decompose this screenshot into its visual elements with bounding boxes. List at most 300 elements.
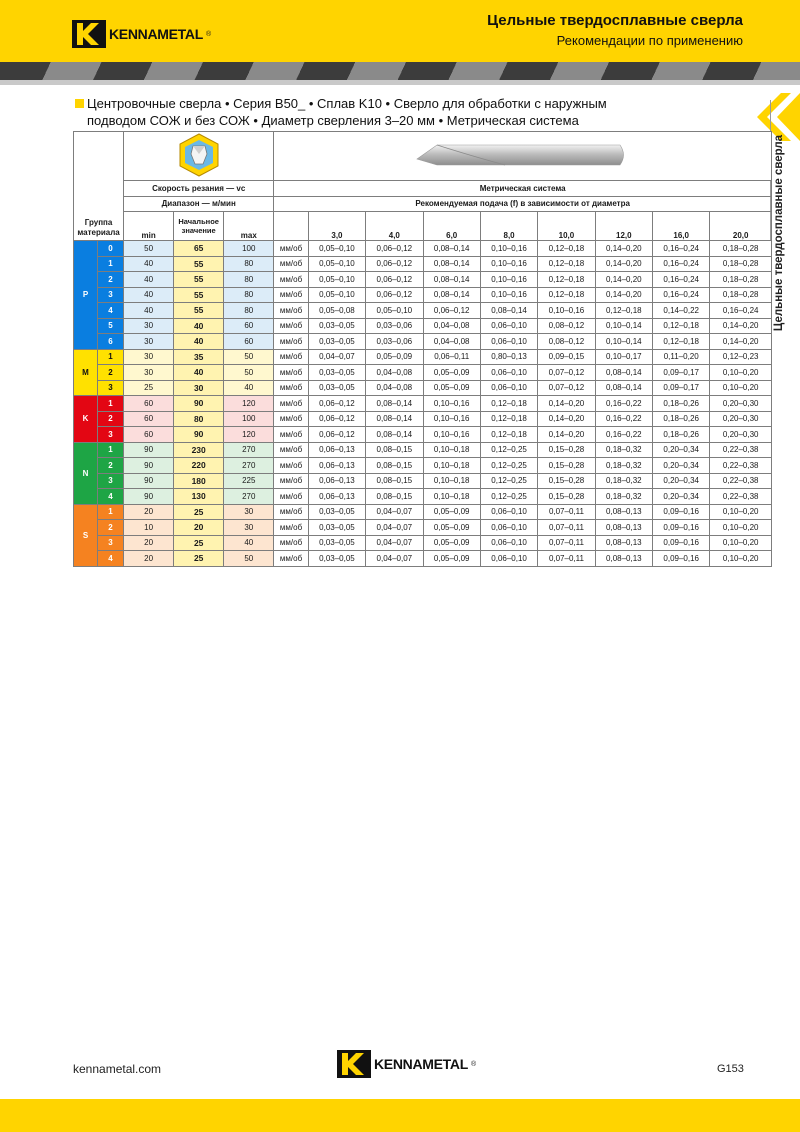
feed-cell: 0,12–0,18 (595, 303, 652, 319)
max-speed-cell: 50 (224, 551, 274, 567)
feed-cell: 0,14–0,20 (595, 256, 652, 272)
feed-cell: 0,03–0,05 (308, 535, 365, 551)
table-row (74, 334, 772, 350)
feed-cell: 0,06–0,13 (308, 473, 365, 489)
feed-cell: 0,12–0,25 (480, 473, 537, 489)
start-speed-cell: 90 (174, 396, 224, 412)
footer-url[interactable]: kennametal.com (73, 1062, 162, 1076)
unit-cell: мм/об (274, 551, 308, 567)
table-row (74, 272, 772, 288)
feed-cell: 0,10–0,18 (423, 489, 480, 505)
feed-cell: 0,06–0,12 (308, 411, 365, 427)
feed-cell: 0,05–0,09 (423, 504, 480, 520)
diameter-header: 10,0 (538, 212, 595, 241)
sub-group-cell: 1 (97, 504, 123, 520)
feed-cell: 0,10–0,18 (423, 473, 480, 489)
feed-cell: 0,03–0,05 (308, 365, 365, 381)
drill-image-cell (274, 132, 772, 181)
feed-cell: 0,05–0,09 (423, 365, 480, 381)
feed-cell: 0,06–0,10 (480, 535, 537, 551)
feed-cell: 0,10–0,18 (423, 458, 480, 474)
sub-group-cell: 1 (97, 256, 123, 272)
feed-cell: 0,15–0,28 (538, 489, 595, 505)
diameter-header: 12,0 (595, 212, 652, 241)
feed-cell: 0,08–0,14 (366, 396, 423, 412)
feed-cell: 0,16–0,22 (595, 396, 652, 412)
feed-cell: 0,12–0,18 (653, 334, 710, 350)
feed-cell: 0,07–0,12 (538, 365, 595, 381)
feed-cell: 0,09–0,16 (653, 535, 710, 551)
side-tab-label: Цельные твердосплавные сверла (773, 134, 785, 332)
feed-cell: 0,18–0,28 (710, 241, 772, 257)
unit-cell: мм/об (274, 396, 308, 412)
sub-group-cell: 3 (97, 427, 123, 443)
feed-cell: 0,09–0,17 (653, 365, 710, 381)
feed-cell: 0,07–0,11 (538, 535, 595, 551)
center-drill-icon (415, 135, 630, 175)
header-stripe (0, 62, 800, 80)
unit-cell: мм/об (274, 520, 308, 536)
page-number: G153 (717, 1063, 744, 1075)
feed-cell: 0,08–0,13 (595, 504, 652, 520)
feed-cell: 0,16–0,24 (653, 241, 710, 257)
max-speed-cell: 80 (224, 287, 274, 303)
header-divider (0, 80, 800, 85)
feed-cell: 0,08–0,14 (366, 411, 423, 427)
feed-cell: 0,04–0,07 (366, 504, 423, 520)
feed-cell: 0,08–0,15 (366, 473, 423, 489)
feed-cell: 0,18–0,32 (595, 473, 652, 489)
feed-header: Рекомендуемая подача (f) в зависимости от диаметра (274, 196, 772, 212)
table-row (74, 551, 772, 567)
feed-cell: 0,08–0,15 (366, 458, 423, 474)
feed-cell: 0,80–0,13 (480, 349, 537, 365)
speed-header: Скорость резания — vc (124, 181, 274, 197)
metric-header: Метрическая система (274, 181, 772, 197)
feed-cell: 0,14–0,20 (710, 318, 772, 334)
unit-cell: мм/об (274, 334, 308, 350)
feed-cell: 0,05–0,10 (308, 272, 365, 288)
sub-group-cell: 4 (97, 489, 123, 505)
feed-cell: 0,06–0,12 (308, 396, 365, 412)
feed-cell: 0,14–0,20 (595, 287, 652, 303)
min-speed-cell: 10 (124, 520, 174, 536)
min-speed-cell: 20 (124, 535, 174, 551)
table-row (74, 427, 772, 443)
material-group-s: S (74, 504, 98, 566)
feed-cell: 0,10–0,16 (423, 396, 480, 412)
sub-group-cell: 3 (97, 287, 123, 303)
group-label: Группа материала (74, 132, 124, 241)
max-speed-cell: 30 (224, 520, 274, 536)
start-speed-cell: 35 (174, 349, 224, 365)
feed-cell: 0,06–0,13 (308, 458, 365, 474)
min-speed-cell: 90 (124, 473, 174, 489)
feed-cell: 0,12–0,18 (653, 318, 710, 334)
min-speed-cell: 40 (124, 256, 174, 272)
feed-cell: 0,12–0,18 (480, 427, 537, 443)
kennametal-k-icon (337, 1050, 371, 1078)
min-speed-cell: 90 (124, 458, 174, 474)
feed-cell: 0,10–0,18 (423, 442, 480, 458)
diameter-header: 8,0 (480, 212, 537, 241)
kennametal-k-icon (72, 20, 106, 48)
feed-cell: 0,22–0,38 (710, 458, 772, 474)
grade-icon-cell (124, 132, 274, 181)
max-speed-cell: 100 (224, 241, 274, 257)
feed-cell: 0,22–0,38 (710, 473, 772, 489)
table-row (74, 411, 772, 427)
feed-cell: 0,16–0,24 (653, 287, 710, 303)
start-speed-cell: 25 (174, 535, 224, 551)
feed-cell: 0,14–0,22 (653, 303, 710, 319)
section-title (75, 95, 755, 129)
feed-cell: 0,20–0,34 (653, 458, 710, 474)
min-speed-cell: 50 (124, 241, 174, 257)
min-speed-cell: 60 (124, 411, 174, 427)
unit-cell: мм/об (274, 287, 308, 303)
feed-cell: 0,05–0,10 (308, 256, 365, 272)
feed-cell: 0,20–0,34 (653, 473, 710, 489)
min-speed-cell: 25 (124, 380, 174, 396)
feed-cell: 0,08–0,14 (595, 380, 652, 396)
feed-cell: 0,08–0,13 (595, 551, 652, 567)
start-speed-cell: 180 (174, 473, 224, 489)
sub-group-cell: 1 (97, 349, 123, 365)
feed-cell: 0,06–0,10 (480, 520, 537, 536)
feed-cell: 0,08–0,15 (366, 442, 423, 458)
table-row (74, 349, 772, 365)
feed-cell: 0,06–0,12 (366, 241, 423, 257)
feed-cell: 0,06–0,10 (480, 334, 537, 350)
sub-group-cell: 3 (97, 535, 123, 551)
table-row (74, 535, 772, 551)
table-row (74, 365, 772, 381)
feed-cell: 0,08–0,14 (480, 303, 537, 319)
start-speed-cell: 30 (174, 380, 224, 396)
header-subtitle: Рекомендации по применению (556, 33, 743, 48)
feed-cell: 0,06–0,13 (308, 442, 365, 458)
max-speed-cell: 80 (224, 303, 274, 319)
feed-cell: 0,10–0,16 (480, 272, 537, 288)
start-speed-cell: 55 (174, 272, 224, 288)
feed-cell: 0,06–0,12 (366, 287, 423, 303)
feed-cell: 0,03–0,05 (308, 504, 365, 520)
feed-cell: 0,09–0,16 (653, 551, 710, 567)
footer-logo: KENNAMETAL ® (337, 1050, 476, 1078)
feed-cell: 0,14–0,20 (538, 427, 595, 443)
feed-cell: 0,16–0,24 (653, 272, 710, 288)
feed-cell: 0,12–0,25 (480, 489, 537, 505)
max-speed-cell: 80 (224, 256, 274, 272)
feed-cell: 0,05–0,10 (308, 287, 365, 303)
feed-cell: 0,10–0,14 (595, 334, 652, 350)
start-speed-cell: 65 (174, 241, 224, 257)
feed-cell: 0,16–0,24 (653, 256, 710, 272)
feed-cell: 0,20–0,30 (710, 427, 772, 443)
feed-cell: 0,16–0,24 (710, 303, 772, 319)
max-speed-cell: 60 (224, 318, 274, 334)
material-group-n: N (74, 442, 98, 504)
feed-cell: 0,09–0,16 (653, 504, 710, 520)
min-header: min (124, 212, 174, 241)
feed-cell: 0,08–0,12 (538, 334, 595, 350)
feed-cell: 0,09–0,17 (653, 380, 710, 396)
material-group-m: M (74, 349, 98, 396)
min-speed-cell: 20 (124, 551, 174, 567)
cutting-data-table (73, 131, 772, 567)
unit-cell: мм/об (274, 380, 308, 396)
max-speed-cell: 120 (224, 396, 274, 412)
feed-cell: 0,18–0,28 (710, 287, 772, 303)
feed-cell: 0,04–0,08 (366, 365, 423, 381)
feed-cell: 0,06–0,10 (480, 504, 537, 520)
feed-cell: 0,10–0,20 (710, 504, 772, 520)
feed-cell: 0,14–0,20 (595, 241, 652, 257)
table-row (74, 520, 772, 536)
bullet-icon (75, 99, 84, 108)
feed-cell: 0,07–0,12 (538, 380, 595, 396)
feed-cell: 0,12–0,18 (538, 287, 595, 303)
feed-cell: 0,05–0,09 (423, 380, 480, 396)
diameter-header: 6,0 (423, 212, 480, 241)
footer-bar (0, 1099, 800, 1132)
feed-cell: 0,18–0,32 (595, 489, 652, 505)
start-speed-cell: 130 (174, 489, 224, 505)
feed-cell: 0,06–0,13 (308, 489, 365, 505)
sub-group-cell: 2 (97, 272, 123, 288)
min-speed-cell: 40 (124, 272, 174, 288)
feed-cell: 0,05–0,09 (366, 349, 423, 365)
unit-cell: мм/об (274, 349, 308, 365)
kennametal-logo: KENNAMETAL ® (72, 20, 211, 48)
feed-cell: 0,03–0,05 (308, 334, 365, 350)
sub-group-cell: 4 (97, 551, 123, 567)
feed-cell: 0,10–0,20 (710, 551, 772, 567)
feed-cell: 0,15–0,28 (538, 442, 595, 458)
sub-group-cell: 1 (97, 442, 123, 458)
feed-cell: 0,08–0,15 (366, 489, 423, 505)
feed-cell: 0,14–0,20 (595, 272, 652, 288)
sub-group-cell: 1 (97, 396, 123, 412)
feed-cell: 0,08–0,14 (423, 256, 480, 272)
unit-cell: мм/об (274, 318, 308, 334)
feed-cell: 0,03–0,05 (308, 380, 365, 396)
feed-cell: 0,08–0,13 (595, 535, 652, 551)
max-speed-cell: 270 (224, 442, 274, 458)
feed-cell: 0,07–0,11 (538, 520, 595, 536)
feed-cell: 0,08–0,14 (423, 272, 480, 288)
feed-cell: 0,18–0,28 (710, 256, 772, 272)
feed-cell: 0,15–0,28 (538, 473, 595, 489)
feed-cell: 0,08–0,14 (595, 365, 652, 381)
feed-cell: 0,18–0,32 (595, 458, 652, 474)
feed-cell: 0,10–0,16 (480, 287, 537, 303)
feed-cell: 0,18–0,26 (653, 411, 710, 427)
feed-cell: 0,11–0,20 (653, 349, 710, 365)
table-row (74, 489, 772, 505)
unit-cell: мм/об (274, 427, 308, 443)
feed-cell: 0,12–0,25 (480, 458, 537, 474)
feed-cell: 0,10–0,16 (480, 256, 537, 272)
feed-cell: 0,12–0,18 (538, 272, 595, 288)
feed-cell: 0,06–0,10 (480, 380, 537, 396)
feed-cell: 0,14–0,20 (538, 396, 595, 412)
unit-cell: мм/об (274, 303, 308, 319)
feed-cell: 0,22–0,38 (710, 442, 772, 458)
start-speed-cell: 40 (174, 365, 224, 381)
feed-cell: 0,04–0,08 (366, 380, 423, 396)
feed-cell: 0,06–0,10 (480, 551, 537, 567)
start-speed-cell: 40 (174, 318, 224, 334)
unit-cell: мм/об (274, 489, 308, 505)
feed-cell: 0,20–0,34 (653, 442, 710, 458)
table-row (74, 287, 772, 303)
header-title: Цельные твердосплавные сверла (487, 12, 743, 29)
feed-cell: 0,05–0,10 (366, 303, 423, 319)
feed-cell: 0,03–0,06 (366, 318, 423, 334)
feed-cell: 0,14–0,20 (710, 334, 772, 350)
min-speed-cell: 90 (124, 489, 174, 505)
unit-cell: мм/об (274, 458, 308, 474)
page-header (0, 0, 800, 62)
brand-name: KENNAMETAL (109, 26, 203, 42)
feed-cell: 0,06–0,12 (366, 256, 423, 272)
start-speed-cell: 25 (174, 551, 224, 567)
sub-group-cell: 2 (97, 411, 123, 427)
max-speed-cell: 50 (224, 349, 274, 365)
feed-cell: 0,10–0,14 (595, 318, 652, 334)
feed-cell: 0,03–0,05 (308, 520, 365, 536)
feed-cell: 0,04–0,08 (423, 334, 480, 350)
feed-cell: 0,10–0,20 (710, 535, 772, 551)
table-row (74, 504, 772, 520)
feed-cell: 0,10–0,20 (710, 365, 772, 381)
max-speed-cell: 225 (224, 473, 274, 489)
feed-cell: 0,20–0,30 (710, 411, 772, 427)
sub-group-cell: 6 (97, 334, 123, 350)
table-row (74, 442, 772, 458)
feed-cell: 0,12–0,18 (480, 411, 537, 427)
max-speed-cell: 30 (224, 504, 274, 520)
min-speed-cell: 30 (124, 365, 174, 381)
feed-cell: 0,05–0,08 (308, 303, 365, 319)
feed-cell: 0,14–0,20 (538, 411, 595, 427)
feed-cell: 0,08–0,12 (538, 318, 595, 334)
min-speed-cell: 30 (124, 349, 174, 365)
start-speed-cell: 90 (174, 427, 224, 443)
feed-cell: 0,05–0,09 (423, 535, 480, 551)
sub-group-cell: 4 (97, 303, 123, 319)
unit-cell: мм/об (274, 411, 308, 427)
feed-cell: 0,20–0,30 (710, 396, 772, 412)
table-row (74, 256, 772, 272)
sub-group-cell: 5 (97, 318, 123, 334)
min-speed-cell: 60 (124, 396, 174, 412)
feed-cell: 0,10–0,16 (423, 427, 480, 443)
max-speed-cell: 80 (224, 272, 274, 288)
unit-cell: мм/об (274, 504, 308, 520)
feed-cell: 0,12–0,25 (480, 442, 537, 458)
feed-cell: 0,03–0,05 (308, 551, 365, 567)
feed-cell: 0,05–0,10 (308, 241, 365, 257)
start-speed-cell: 40 (174, 334, 224, 350)
min-speed-cell: 20 (124, 504, 174, 520)
feed-cell: 0,15–0,28 (538, 458, 595, 474)
feed-cell: 0,06–0,11 (423, 349, 480, 365)
section-title-line1: Центровочные сверла • Серия B50_ • Сплав K10 • Сверло для обработки с наружным (87, 96, 607, 111)
min-speed-cell: 40 (124, 303, 174, 319)
min-speed-cell: 90 (124, 442, 174, 458)
start-speed-cell: 220 (174, 458, 224, 474)
table-row (74, 303, 772, 319)
max-speed-cell: 40 (224, 380, 274, 396)
min-speed-cell: 60 (124, 427, 174, 443)
feed-cell: 0,12–0,23 (710, 349, 772, 365)
start-speed-cell: 55 (174, 303, 224, 319)
feed-cell: 0,07–0,11 (538, 551, 595, 567)
feed-cell: 0,12–0,18 (538, 241, 595, 257)
start-header: Начальное значение (174, 212, 224, 241)
min-speed-cell: 40 (124, 287, 174, 303)
min-speed-cell: 30 (124, 334, 174, 350)
sub-group-cell: 0 (97, 241, 123, 257)
range-header: Диапазон — м/мин (124, 196, 274, 212)
unit-cell: мм/об (274, 256, 308, 272)
diameter-header: 16,0 (653, 212, 710, 241)
feed-cell: 0,08–0,14 (366, 427, 423, 443)
feed-cell: 0,04–0,07 (308, 349, 365, 365)
sub-group-cell: 2 (97, 458, 123, 474)
feed-cell: 0,06–0,10 (480, 318, 537, 334)
max-speed-cell: 50 (224, 365, 274, 381)
unit-cell: мм/об (274, 473, 308, 489)
feed-cell: 0,18–0,32 (595, 442, 652, 458)
feed-cell: 0,10–0,17 (595, 349, 652, 365)
diameter-header: 3,0 (308, 212, 365, 241)
min-speed-cell: 30 (124, 318, 174, 334)
start-speed-cell: 55 (174, 256, 224, 272)
footer-brand-name: KENNAMETAL (374, 1056, 468, 1072)
unit-cell: мм/об (274, 535, 308, 551)
feed-cell: 0,06–0,12 (423, 303, 480, 319)
feed-cell: 0,08–0,14 (423, 241, 480, 257)
feed-cell: 0,06–0,10 (480, 365, 537, 381)
feed-cell: 0,07–0,11 (538, 504, 595, 520)
feed-cell: 0,08–0,13 (595, 520, 652, 536)
carbide-grade-icon (176, 132, 222, 178)
feed-cell: 0,03–0,06 (366, 334, 423, 350)
feed-cell: 0,18–0,28 (710, 272, 772, 288)
start-speed-cell: 80 (174, 411, 224, 427)
start-speed-cell: 230 (174, 442, 224, 458)
feed-cell: 0,10–0,16 (538, 303, 595, 319)
diameter-header: 20,0 (710, 212, 772, 241)
feed-cell: 0,10–0,16 (423, 411, 480, 427)
table-row (74, 318, 772, 334)
material-group-p: P (74, 241, 98, 350)
feed-cell: 0,20–0,34 (653, 489, 710, 505)
feed-cell: 0,04–0,07 (366, 535, 423, 551)
table-row (74, 458, 772, 474)
sub-group-cell: 2 (97, 520, 123, 536)
feed-cell: 0,05–0,09 (423, 551, 480, 567)
unit-header-blank (274, 212, 308, 241)
diameter-header: 4,0 (366, 212, 423, 241)
table-row (74, 241, 772, 257)
max-speed-cell: 270 (224, 458, 274, 474)
start-speed-cell: 25 (174, 504, 224, 520)
